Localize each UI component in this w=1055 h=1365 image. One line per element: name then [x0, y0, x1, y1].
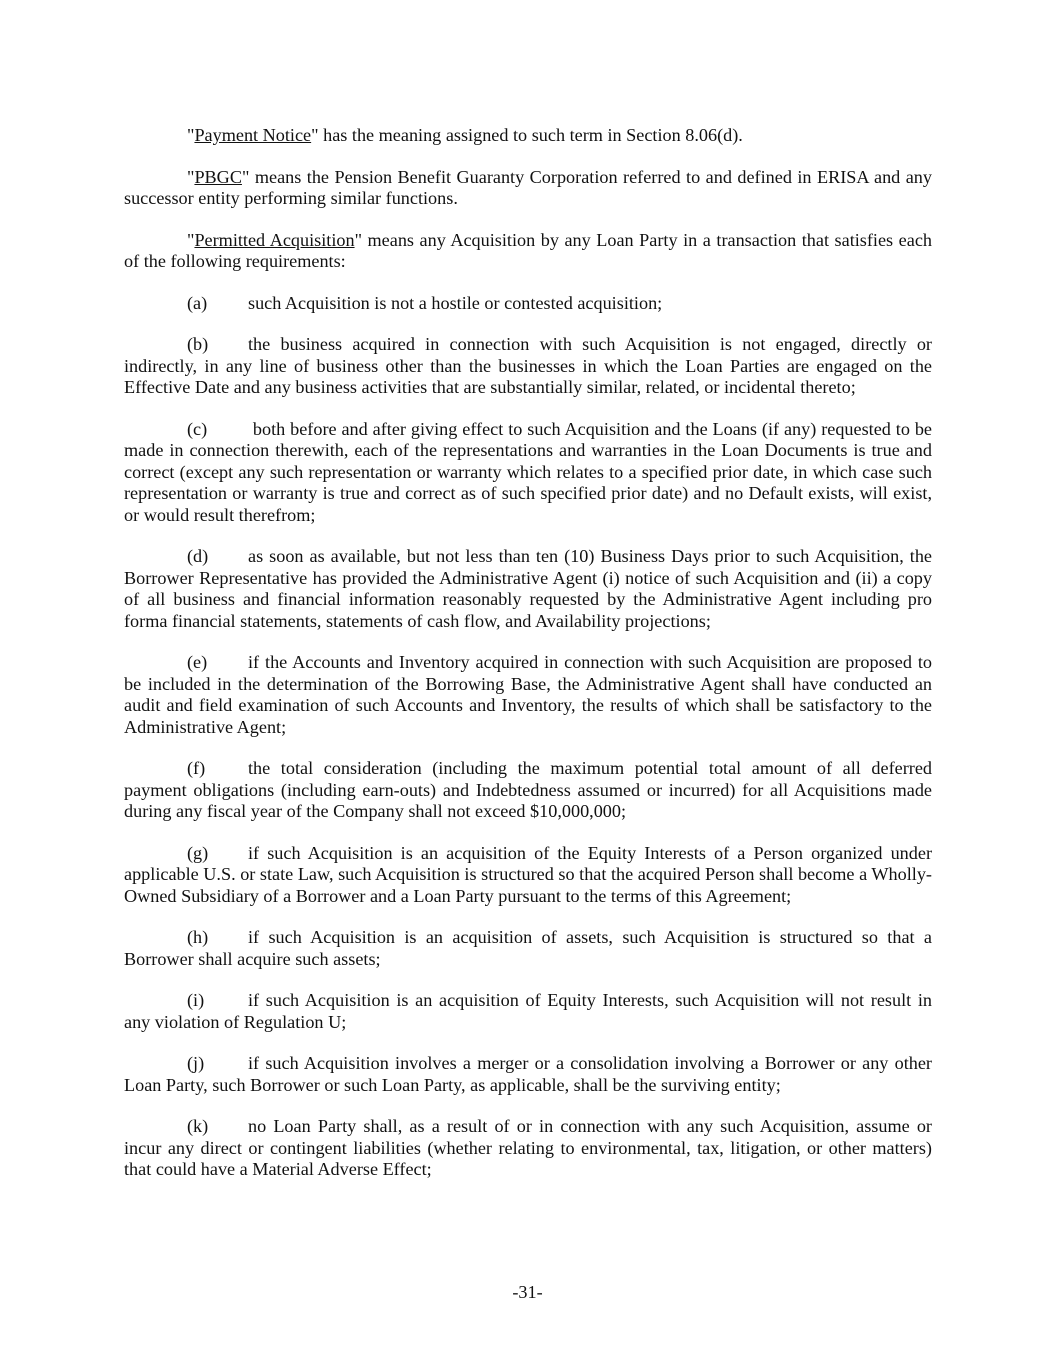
- requirement-item-d: [124, 546, 932, 632]
- item-number: (k): [187, 1116, 209, 1136]
- requirement-item-e: [124, 652, 932, 738]
- item-text: both before and after giving effect to such Acquisition and the Loans (if any) requested to be made in connection therewith, each of the representations and warranties in the Loan Documents is true and correct (except any such representation or warranty which relates to a specified prior date, in which case such representation or warranty is true and correct as of such specified prior date) and no Default exists, will exist, or would result therefrom;: [124, 418, 932, 525]
- item-text: such Acquisition is not a hostile or contested acquisition;: [248, 292, 663, 313]
- requirement-item-f: [124, 758, 932, 823]
- item-text: if the Accounts and Inventory acquired in connection with such Acquisition are proposed to be included in the determination of the Borrowing Base, the Administrative Agent shall have conducted an audit and field examination of such Accounts and Inventory, the results of which shall be satisfactory to the Administrative Agent;: [124, 652, 932, 737]
- item-number: (e): [187, 652, 208, 672]
- requirement-item-c: [124, 419, 932, 527]
- defined-term: PBGC: [194, 166, 242, 187]
- requirement-item-a: [124, 293, 932, 315]
- item-text: if such Acquisition involves a merger or a consolidation involving a Borrower or any other Loan Party, such Borrower or such Loan Party, as applicable, shall be the surviving entity;: [124, 1053, 932, 1095]
- page-number: -31-: [512, 1282, 543, 1302]
- definition-text: " means the Pension Benefit Guaranty Corporation referred to and defined in ERISA and any successor entity performing similar functions.: [124, 166, 932, 208]
- item-number: (i): [187, 990, 205, 1010]
- requirement-item-i: [124, 990, 932, 1033]
- item-text: the total consideration (including the maximum potential total amount of all deferred payment obligations (including earn-outs) and Indebtedness assumed or incurred) for all Acquisitions made during any fiscal year of the Company shall not exceed $10,000,000;: [124, 758, 932, 821]
- item-text: if such Acquisition is an acquisition of Equity Interests, such Acquisition will not result in any violation of Regulation U;: [124, 990, 932, 1032]
- item-number: (a): [187, 292, 208, 313]
- item-text: if such Acquisition is an acquisition of the Equity Interests of a Person organized under applicable U.S. or state Law, such Acquisition is structured so that the acquired Person shall become a Wholly-Owned Subsidiary of a Borrower and a Loan Party pursuant to the terms of this Agreement;: [124, 842, 932, 906]
- item-text: as soon as available, but not less than ten (10) Business Days prior to such Acquisition, the Borrower Representative has provided the Administrative Agent (i) notice of such Acquisition and (ii) a copy of all business and financial information reasonably requested by the Administrative Agent including pro forma financial statements, statements of cash flow, and Availability projections;: [124, 546, 932, 631]
- item-number: (b): [187, 334, 209, 354]
- requirement-item-g: [124, 843, 932, 908]
- definition-pbgc: "PBGC" means the Pension Benefit Guaranty Corporation referred to and defined in ERISA and any successor entity performing similar functions.: [124, 166, 932, 208]
- definition-payment-notice: "Payment Notice" has the meaning assigned to such term in Section 8.06(d).: [187, 125, 743, 145]
- definition-text: " has the meaning assigned to such term in Section 8.06(d).: [311, 125, 743, 145]
- item-number: (h): [187, 927, 209, 947]
- requirement-item-k: [124, 1116, 932, 1181]
- item-number: (j): [187, 1053, 205, 1073]
- definition-text: " means any Acquisition by any Loan Party in a transaction that satisfies each of the following requirements:: [124, 229, 932, 271]
- defined-term: Permitted Acquisition: [194, 229, 355, 250]
- requirement-item-j: [124, 1053, 932, 1096]
- item-number: (g): [187, 842, 209, 863]
- item-number: (d): [187, 546, 209, 566]
- document-page: [124, 125, 932, 1201]
- item-number: (c): [187, 418, 208, 439]
- item-number: (f): [187, 758, 206, 778]
- definition-permitted-acquisition: "Permitted Acquisition" means any Acquisition by any Loan Party in a transaction that satisfies each of the following requirements:: [124, 229, 932, 271]
- item-text: if such Acquisition is an acquisition of assets, such Acquisition is structured so that a Borrower shall acquire such assets;: [124, 927, 932, 969]
- defined-term: Payment Notice: [194, 125, 312, 145]
- item-text: the business acquired in connection with such Acquisition is not engaged, directly or indirectly, in any line of business other than the businesses in which the Loan Parties are engaged on the Effective Date and any business activities that are substantially similar, related, or incidental thereto;: [124, 334, 932, 397]
- requirement-item-h: [124, 927, 932, 970]
- item-text: no Loan Party shall, as a result of or in connection with any such Acquisition, assume or incur any direct or contingent liabilities (whether relating to environmental, tax, litigation, or other matters) that could have a Material Adverse Effect;: [124, 1116, 932, 1179]
- requirement-item-b: [124, 334, 932, 399]
